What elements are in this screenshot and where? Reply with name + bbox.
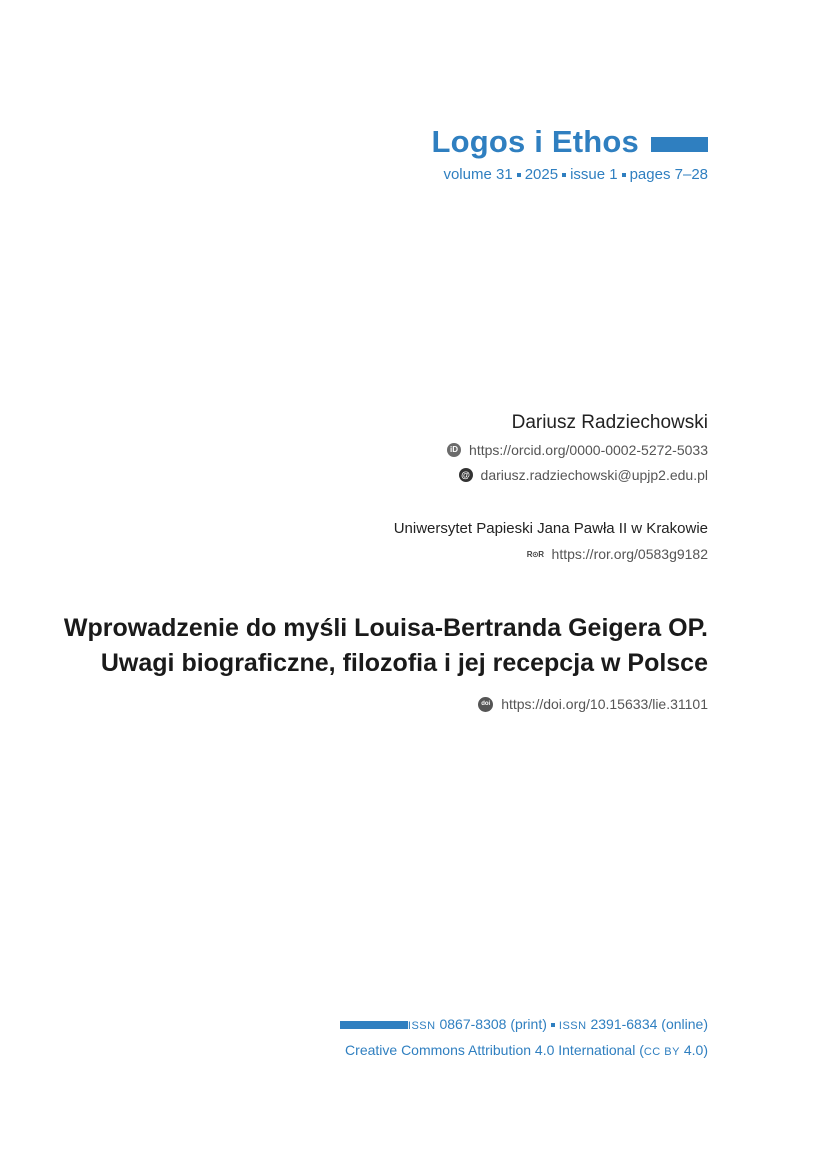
ror-icon: R⊙R (526, 549, 544, 559)
footer-license (345, 1042, 708, 1058)
license-prefix: Creative Commons Attribution 4.0 International ( (345, 1042, 644, 1058)
license-suffix: 4.0) (679, 1042, 708, 1058)
affiliation-name: Uniwersytet Papieski Jana Pawła II w Krakowie (393, 520, 708, 537)
affiliation-ror (527, 546, 708, 562)
at-sign-icon: @ (459, 468, 473, 482)
doi-icon: doi (478, 697, 493, 712)
article-doi (478, 696, 708, 712)
journal-volume: volume 31 (443, 166, 513, 183)
orcid-link[interactable]: https://orcid.org/0000-0002-5272-5033 (469, 442, 708, 458)
article-title-line2: Uwagi biograficzne, filozofia i jej recepcja w Polsce (100, 649, 708, 677)
issn-label: ISSN (558, 1020, 587, 1032)
article-title (64, 611, 708, 681)
journal-accent-bar (651, 137, 708, 152)
journal-issue: issue 1 (570, 166, 618, 183)
doi-link[interactable]: https://doi.org/10.15633/lie.31101 (501, 696, 708, 712)
license-cc: CC BY (643, 1046, 680, 1058)
separator-dot (517, 173, 521, 177)
journal-name: Logos i Ethos (431, 124, 639, 159)
author-name: Dariusz Radziechowski (511, 412, 708, 433)
issn-label: ISSN (407, 1020, 436, 1032)
journal-meta (443, 166, 708, 183)
separator-dot (562, 173, 566, 177)
article-title-line1: Wprowadzenie do myśli Louisa-Bertranda Geigera OP. (63, 614, 708, 642)
email-link[interactable]: dariusz.radziechowski@upjp2.edu.pl (480, 467, 708, 483)
separator-dot (551, 1023, 555, 1027)
journal-header (431, 124, 708, 160)
journal-pages: pages 7–28 (629, 166, 708, 183)
issn-online: 2391-6834 (online) (590, 1016, 708, 1032)
footer-accent-bar (340, 1021, 408, 1029)
orcid-icon: iD (447, 443, 461, 457)
author-orcid (447, 442, 708, 458)
journal-year: 2025 (524, 166, 559, 183)
issn-print: 0867-8308 (print) (439, 1016, 547, 1032)
footer-issn (408, 1016, 708, 1032)
author-email (459, 467, 708, 483)
separator-dot (622, 173, 626, 177)
ror-link[interactable]: https://ror.org/0583g9182 (551, 546, 708, 562)
